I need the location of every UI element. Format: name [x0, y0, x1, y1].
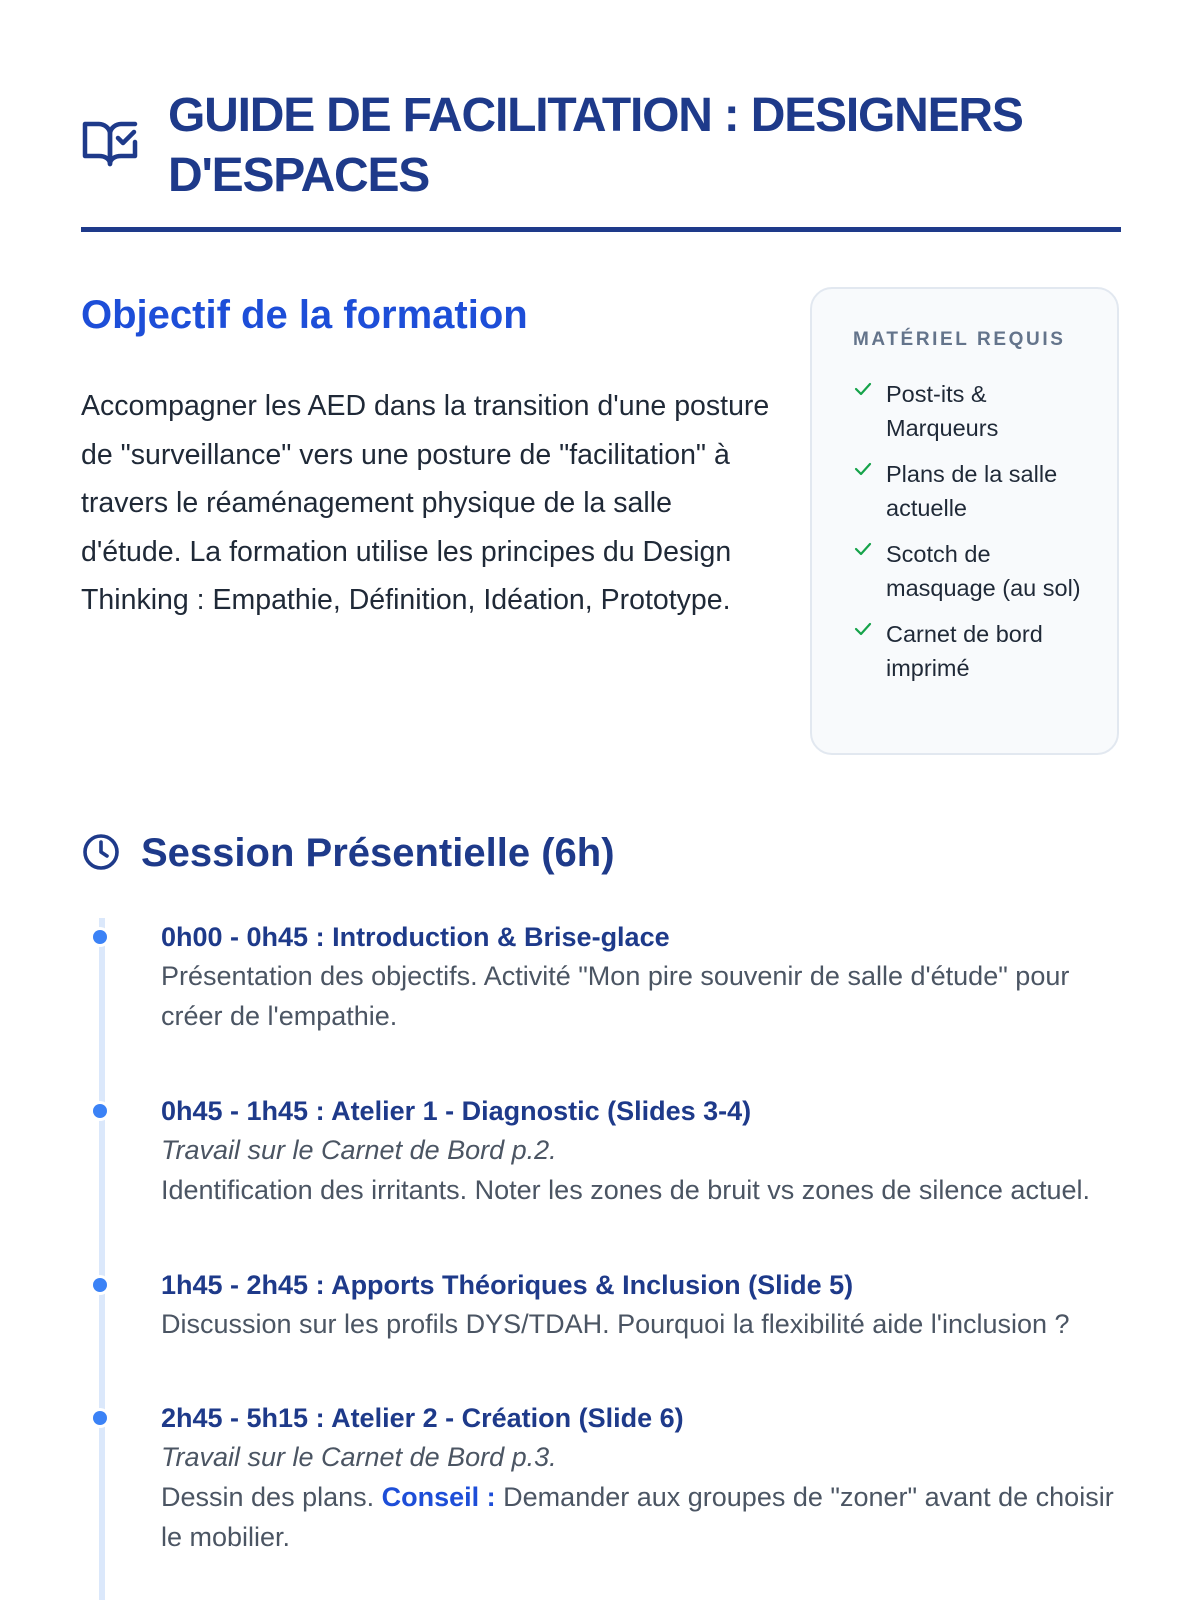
materials-item [853, 377, 1093, 445]
check-icon [853, 459, 873, 479]
materials-item-label: Carnet de bord imprimé [886, 621, 1043, 681]
timeline-line [99, 918, 105, 1600]
timeline-description [161, 1477, 1121, 1557]
timeline-description: Présentation des objectifs. Activité "Mon pire souvenir de salle d'étude" pour créer de l'empathie. [161, 961, 1070, 1031]
timeline-heading: 1h45 - 2h45 : Apports Théoriques & Inclusion (Slide 5) [161, 1270, 854, 1300]
materials-item-label: Post-its & Marqueurs [886, 381, 999, 441]
timeline-desc-prefix: Dessin des plans. [161, 1482, 375, 1512]
timeline-description: Identification des irritants. Noter les zones de bruit vs zones de silence actuel. [161, 1175, 1090, 1205]
timeline-description: Discussion sur les profils DYS/TDAH. Pourquoi la flexibilité aide l'inclusion ? [161, 1309, 1070, 1339]
timeline-heading: 0h00 - 0h45 : Introduction & Brise-glace [161, 922, 670, 952]
materials-card [810, 287, 1119, 755]
check-icon [853, 619, 873, 639]
check-icon [853, 379, 873, 399]
timeline-heading: 2h45 - 5h15 : Atelier 2 - Création (Slide 6) [161, 1403, 684, 1433]
timeline-item [161, 1399, 1121, 1557]
timeline-desc-suffix: Demander aux groupes de "zoner" avant de choisir le mobilier. [161, 1482, 1114, 1552]
materials-item-label: Plans de la salle actuelle [886, 461, 1058, 521]
timeline-item [161, 1266, 1121, 1344]
objective-title: Objectif de la formation [81, 293, 528, 337]
materials-item [853, 457, 1093, 525]
page-header [81, 86, 1121, 226]
timeline-dot [93, 1278, 107, 1292]
timeline-dot [93, 1104, 107, 1118]
timeline-item [161, 918, 1121, 1036]
timeline-item [161, 1092, 1121, 1210]
page-title: GUIDE DE FACILITATION : DESIGNERS D'ESPACES [168, 89, 1023, 202]
materials-item [853, 617, 1093, 685]
tip-label: Conseil : [381, 1482, 496, 1512]
timeline-note: Travail sur le Carnet de Bord p.2. [161, 1135, 557, 1165]
objective-text: Accompagner les AED dans la transition d'une posture de "surveillance" vers une posture de "facilitation" à travers le réaménagement physique de la salle d'étude. La formation utilise les principes du Design Thinking : Empathie, Définition, Idéation, Prototype. [81, 390, 770, 616]
header-divider [81, 227, 1121, 232]
session-title: Session Présentielle (6h) [141, 831, 615, 875]
timeline-note: Travail sur le Carnet de Bord p.3. [161, 1442, 557, 1472]
check-icon [853, 539, 873, 559]
timeline-dot [93, 1411, 107, 1425]
materials-item [853, 537, 1093, 605]
timeline-heading: 0h45 - 1h45 : Atelier 1 - Diagnostic (Slides 3-4) [161, 1096, 752, 1126]
materials-item-label: Scotch de masquage (au sol) [886, 541, 1081, 601]
timeline-dot [93, 930, 107, 944]
clock-icon [81, 832, 121, 872]
materials-list [853, 377, 1093, 697]
book-check-icon [81, 112, 139, 170]
materials-title: MATÉRIEL REQUIS [853, 329, 1066, 350]
